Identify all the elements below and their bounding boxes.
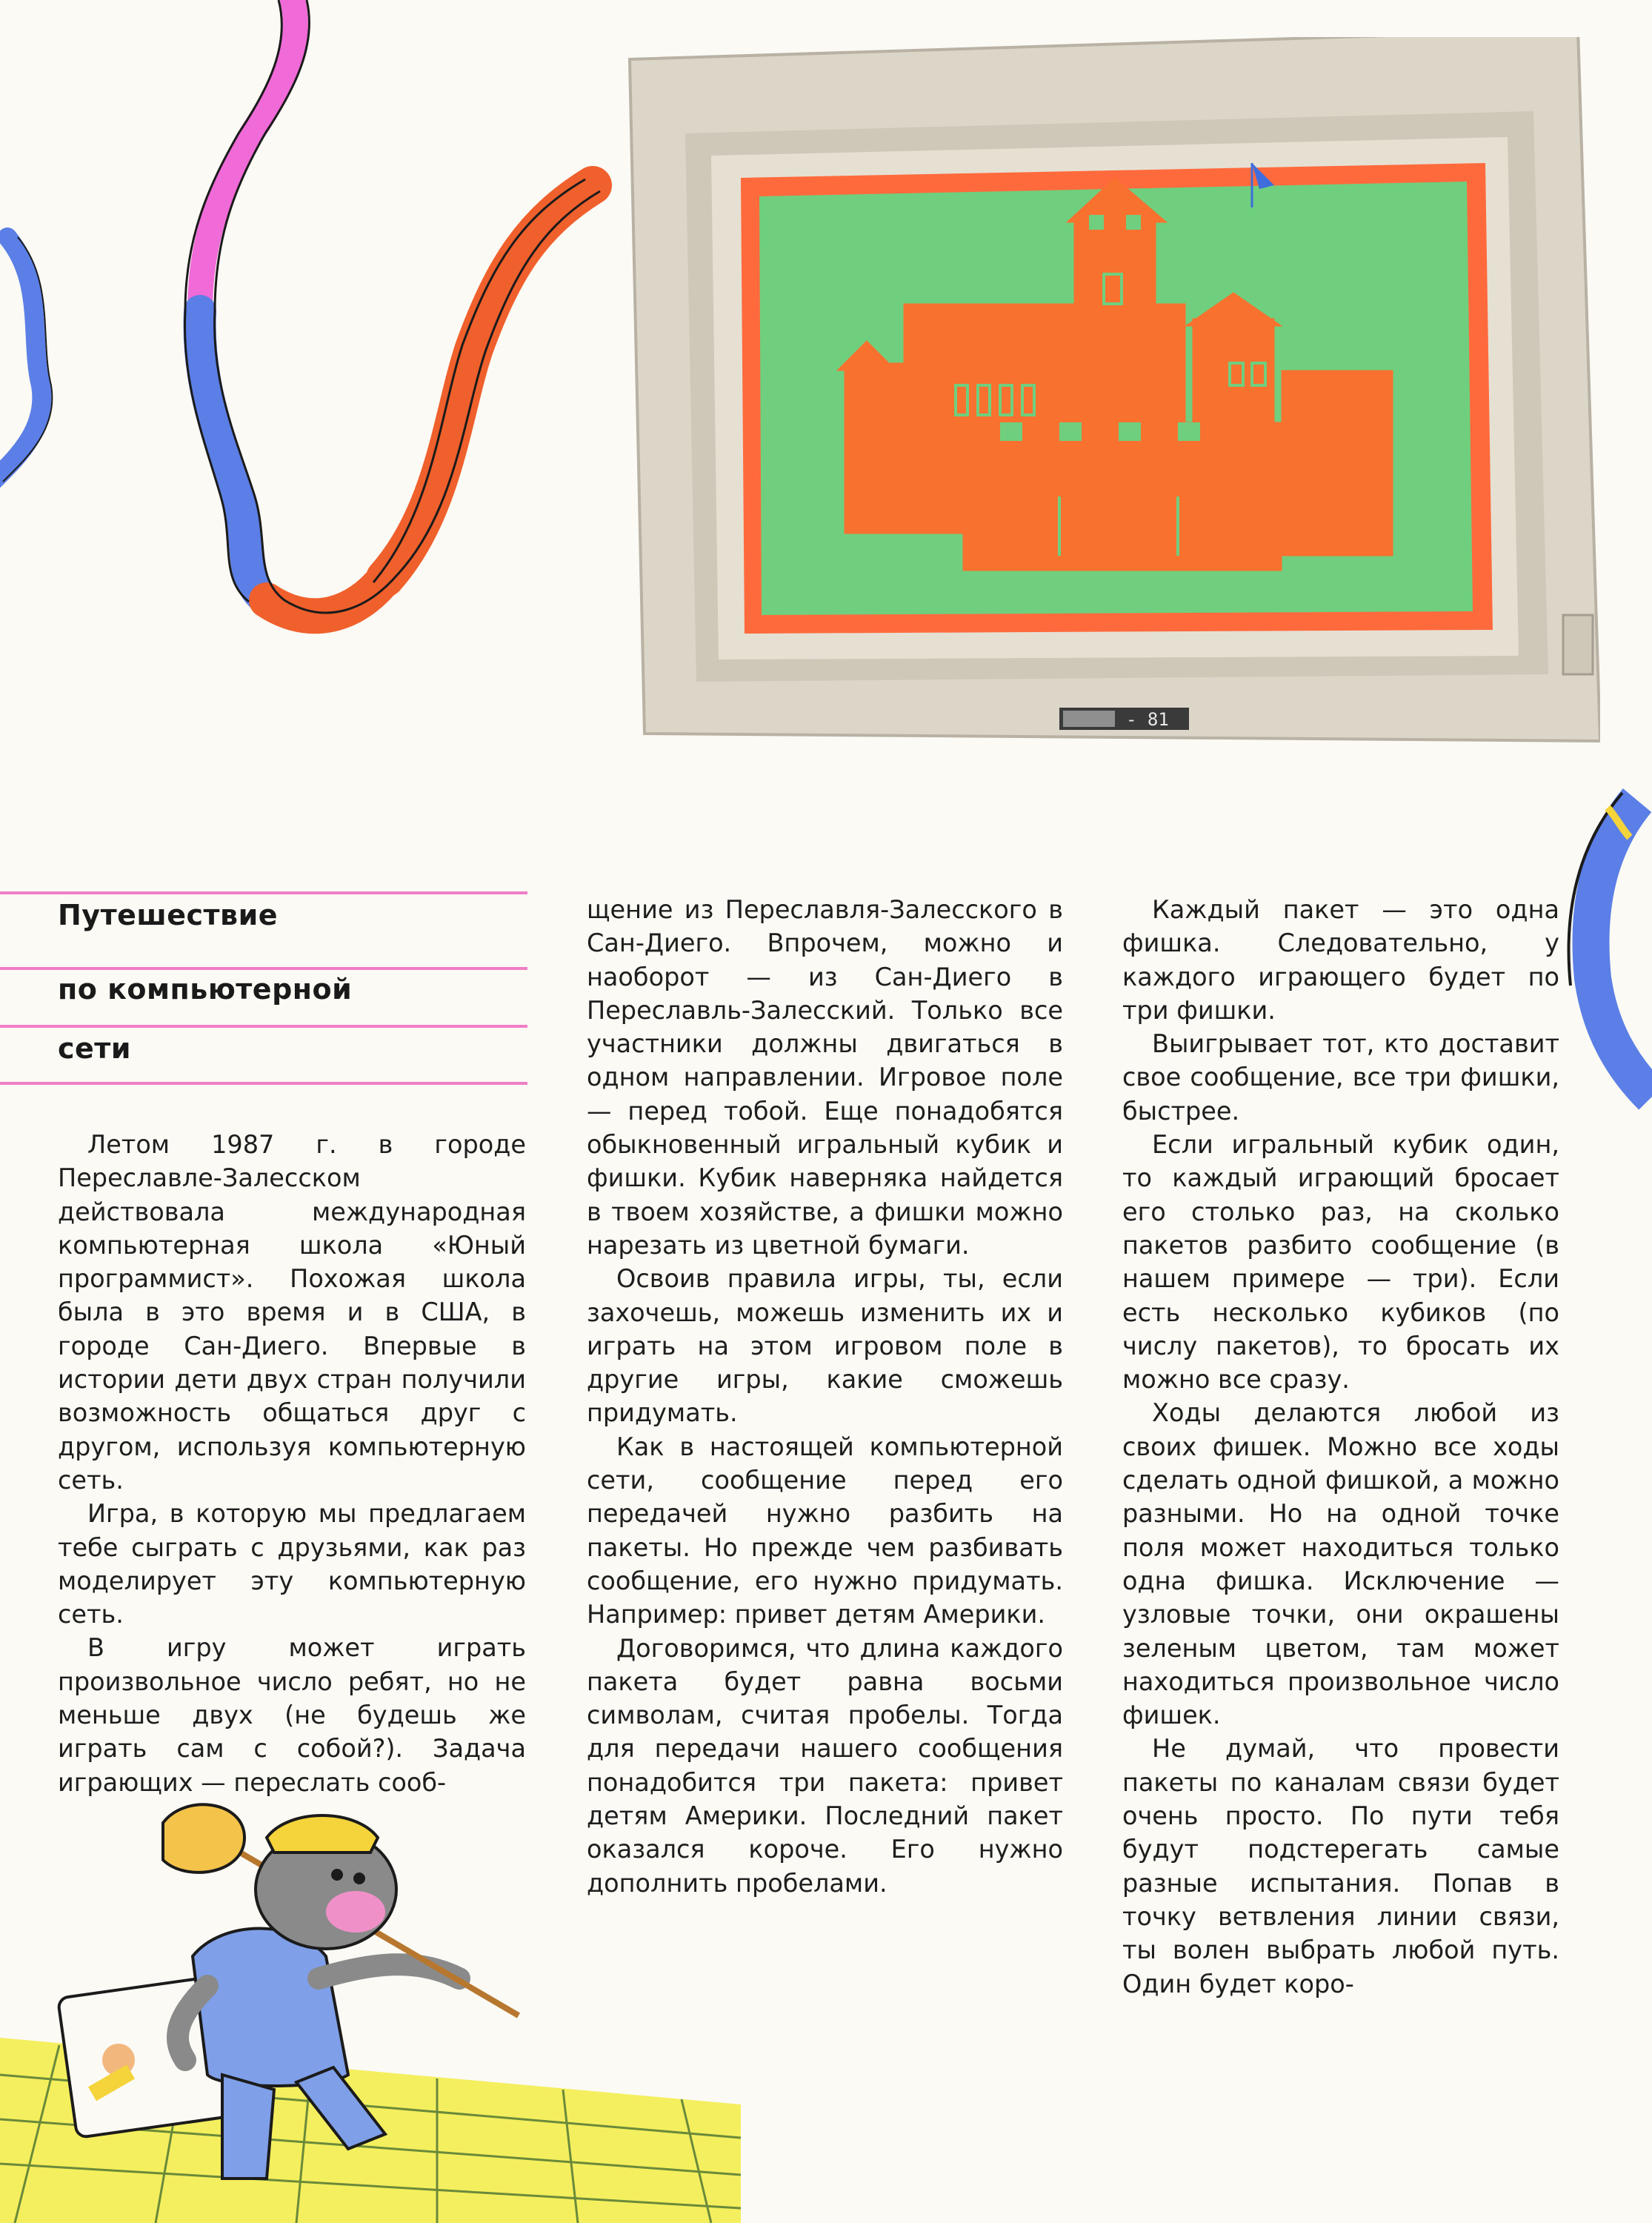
paragraph: Выигрывает тот, кто доставит свое сообщение, все три фишки, быстрее. [1122, 1029, 1559, 1126]
right-edge-cable-illustration [1556, 785, 1652, 1126]
article-column-3 [1122, 893, 1559, 2001]
paragraph: Летом 1987 г. в городе Переславле-Залесском действовала международная компьютерная школа «Юный программист». Похожая школа была в это время и в США, в городе Сан-Диего. Впервые в истории дети двух стран получили возможность общаться друг с другом, используя компьютерную сеть. [58, 1130, 526, 1495]
paragraph: Если игральный кубик один, то каждый играющий бросает его столько раз, на сколько пакетов разбито сообщение (в нашем примере — три). Если есть несколько кубиков (по числу пакетов), то бросать их можно все сразу. [1122, 1130, 1559, 1395]
monitor-label: - 81 [1126, 709, 1169, 730]
title-rule [0, 967, 527, 970]
title-rule [0, 1082, 527, 1085]
computer-monitor-illustration [615, 37, 1600, 748]
title-rule [0, 891, 527, 894]
paragraph: Игра, в которую мы предлагаем тебе сыграть с друзьями, как раз моделирует эту компьютерную сеть. [58, 1499, 526, 1629]
title-line-3: сети [58, 1032, 131, 1065]
article-column-1 [58, 1128, 526, 1799]
paragraph: щение из Переславля-Залесского в Сан-Диего. Впрочем, можно и наоборот — из Сан-Диего в Переславль-Залесский. Только все участники должны двигаться в одном направлении. Игровое поле — перед тобой. Еще понадобятся обыкновенный игральный кубик и фишки. Кубик наверняка найдется в твоем хозяйстве, а фишки можно нарезать из цветной бумаги. [587, 895, 1063, 1260]
title-rule [0, 1025, 527, 1028]
article-title [0, 885, 530, 1086]
title-line-1: Путешествие [58, 899, 278, 931]
decorative-cable-illustration [0, 0, 667, 704]
paragraph: В игру может играть произвольное число ребят, но не меньше двух (не будешь же играть сам с собой?). Задача играющих — переслать сооб- [58, 1633, 526, 1797]
hippo-traveller-illustration [0, 1793, 741, 2223]
paragraph: Ходы делаются любой из своих фишек. Можно все ходы сделать одной фишкой, а можно разными. Но на одной точке поля может находиться только одна фишка. Исключение — узловые точки, они окрашены зеленым цветом, там может находиться произвольное число фишек. [1122, 1398, 1559, 1730]
paragraph: Как в настоящей компьютерной сети, сообщение перед его передачей нужно разбить на пакеты. Но прежде чем разбивать сообщение, его нужно придумать. Например: привет детям Америки. [587, 1432, 1063, 1629]
paragraph: Каждый пакет — это одна фишка. Следовательно, у каждого играющего будет по три фишки. [1122, 895, 1559, 1025]
paragraph: Освоив правила игры, ты, если захочешь, можешь изменить их и играть на этом игровом поле в другие игры, какие сможешь придумать. [587, 1264, 1063, 1428]
title-line-2: по компьютерной [58, 973, 353, 1006]
paragraph: Не думай, что провести пакеты по каналам связи будет очень просто. По пути тебя будут подстерегать самые разные испытания. Попав в точку ветвления линии связи, ты волен выбрать любой путь. Один будет коро- [1122, 1734, 1559, 1998]
article-column-2 [587, 893, 1063, 1900]
paragraph: Договоримся, что длина каждого пакета будет равна восьми символам, считая пробелы. Тогда для передачи нашего сообщения понадобится три пакета: привет детям Америки. Последний пакет оказался короче. Его нужно дополнить пробелами. [587, 1633, 1063, 1898]
